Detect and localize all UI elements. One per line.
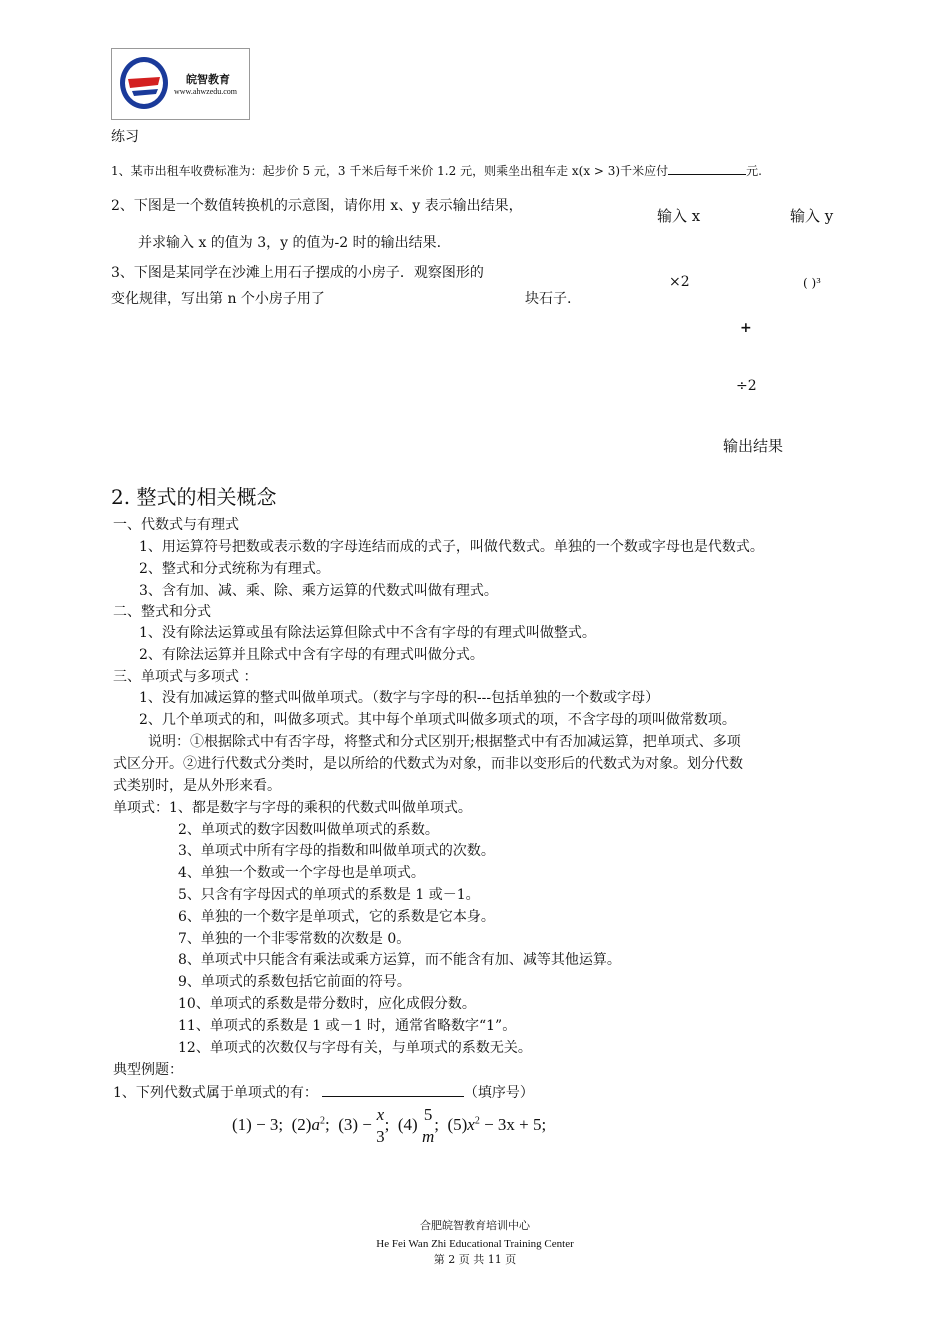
question-1	[111, 162, 762, 179]
text-line: 2、有除法运算并且除式中含有字母的有理式叫做分式。	[139, 647, 484, 663]
logo	[111, 48, 250, 120]
expr-1: (1) − 3;	[232, 1114, 284, 1134]
text-line: 3、含有加、减、乘、除、乘方运算的代数式叫做有理式。	[139, 583, 498, 599]
machine-input-y: 输入 y	[790, 207, 834, 225]
expr-2-label: (2)	[291, 1114, 312, 1134]
expr-2-exp: 2	[319, 1115, 325, 1127]
expr-3-numerator: x	[376, 1105, 385, 1124]
expr-2-var: a	[311, 1114, 320, 1134]
expr-3-fraction	[376, 1104, 385, 1148]
text-line: 说明：①根据除式中有否字母，将整式和分式区别开;根据整式中有否加减运算，把单项式、多项	[148, 734, 741, 750]
expr-4-numerator: 5	[423, 1105, 433, 1124]
text-line: 6、单独的一个数字是单项式，它的系数是它本身。	[178, 909, 495, 925]
section-title: 2. 整式的相关概念	[111, 485, 277, 509]
expr-3-denominator: 3	[376, 1127, 385, 1146]
question-2-line1: 2、下图是一个数值转换机的示意图，请你用 x、y 表示输出结果，	[111, 198, 523, 214]
expr-4-sep: ;	[434, 1114, 439, 1134]
expr-5-rest: − 3x + 5;	[484, 1114, 547, 1134]
text-line: 3、单项式中所有字母的指数和叫做单项式的次数。	[178, 843, 495, 859]
machine-output: 输出结果	[723, 437, 784, 455]
text-line: 12、单项式的次数仅与字母有关，与单项式的系数无关。	[178, 1040, 532, 1056]
question-1-text: 1、某市出租车收费标准为：起步价 5 元，3 千米后每千米价 1.2 元，则乘坐出租车走 x(x > 3)千米应付	[111, 164, 669, 178]
machine-input-x: 输入 x	[657, 207, 701, 225]
text-line: 9、单项式的系数包括它前面的符号。	[178, 974, 411, 990]
practice-heading: 练习	[111, 129, 139, 145]
text-line: 1、没有加减运算的整式叫做单项式。（数字与字母的积---包括单独的一个数或字母）	[139, 690, 660, 706]
expr-3-sep: ;	[384, 1114, 390, 1134]
expr-5-label: (5)	[447, 1114, 468, 1134]
text-line: 10、单项式的系数是带分数时，应化成假分数。	[178, 996, 476, 1012]
text-line: 2、整式和分式统称为有理式。	[139, 561, 330, 577]
expr-4-fraction	[422, 1104, 434, 1148]
example-question-hint: （填序号）	[463, 1085, 534, 1101]
answer-blank-1	[668, 162, 746, 175]
question-1-end: 元.	[746, 164, 762, 178]
logo-name: 皖智教育	[186, 73, 230, 86]
text-line: 2、几个单项式的和，叫做多项式。其中每个单项式叫做多项式的项，不含字母的项叫做常数项。	[139, 712, 736, 728]
heading-algebraic-expressions: 一、代数式与有理式	[113, 517, 239, 533]
expr-5-exp: 2	[474, 1115, 480, 1127]
example-question-text: 1、下列代数式属于单项式的有：	[113, 1085, 318, 1101]
logo-emblem-icon	[118, 55, 170, 111]
question-3-line1: 3、下图是某同学在沙滩上用石子摆成的小房子．观察图形的	[111, 265, 484, 281]
text-line: 式类别时，是从外形来看。	[113, 778, 281, 794]
question-3-end: 块石子.	[525, 291, 572, 307]
machine-times-2: ×2	[669, 274, 690, 290]
heading-monomial-polynomial: 三、单项式与多项式 ：	[113, 669, 258, 685]
expr-4-label: (4)	[397, 1114, 418, 1134]
text-line: 5、只含有字母因式的单项式的系数是 1 或－1。	[178, 887, 480, 903]
expr-5-var: x	[467, 1114, 475, 1134]
footer-page-number: 第 2 页 共 11 页	[433, 1253, 517, 1266]
text-line: 7、单独的一个非零常数的次数是 0。	[178, 931, 411, 947]
footer-org-en: He Fei Wan Zhi Educational Training Center	[376, 1238, 574, 1250]
expr-2-sep: ;	[324, 1114, 330, 1134]
text-line: 2、单项式的数字因数叫做单项式的系数。	[178, 822, 439, 838]
expr-3-label: (3) −	[338, 1114, 372, 1134]
expr-4-denominator: m	[421, 1127, 435, 1146]
logo-url: www.ahwzedu.com	[174, 87, 238, 96]
question-3-line2: 变化规律，写出第 n 个小房子用了	[111, 291, 325, 307]
example-question-1	[113, 1082, 534, 1102]
question-2-line2: 并求输入 x 的值为 3，y 的值为-2 时的输出结果.	[138, 235, 442, 251]
answer-blank-2	[322, 1084, 464, 1097]
text-line: 式区分开。②进行代数式分类时，是以所给的代数式为对象，而非以变形后的代数式为对象。划分代数	[113, 756, 743, 772]
text-line: 11、单项式的系数是 1 或－1 时，通常省略数字“1”。	[178, 1018, 517, 1034]
machine-cube: ( )³	[803, 276, 821, 290]
machine-plus: +	[740, 320, 752, 336]
text-line: 4、单独一个数或一个字母也是单项式。	[178, 865, 425, 881]
text-line: 1、没有除法运算或虽有除法运算但除式中不含有字母的有理式叫做整式。	[139, 625, 596, 641]
machine-divide-2: ÷2	[736, 378, 757, 394]
footer-org-cn: 合肥皖智教育培训中心	[420, 1219, 530, 1232]
heading-examples: 典型例题：	[113, 1062, 183, 1078]
text-line: 8、单项式中只能含有乘法或乘方运算，而不能含有加、减等其他运算。	[178, 952, 621, 968]
heading-monomial: 单项式：1、都是数字与字母的乘积的代数式叫做单项式。	[113, 800, 472, 816]
heading-polynomial-fraction: 二、整式和分式	[113, 604, 211, 620]
text-line: 1、用运算符号把数或表示数的字母连结而成的式子，叫做代数式。单独的一个数或字母也是代数式。	[139, 539, 764, 555]
example-expressions	[232, 1104, 546, 1148]
